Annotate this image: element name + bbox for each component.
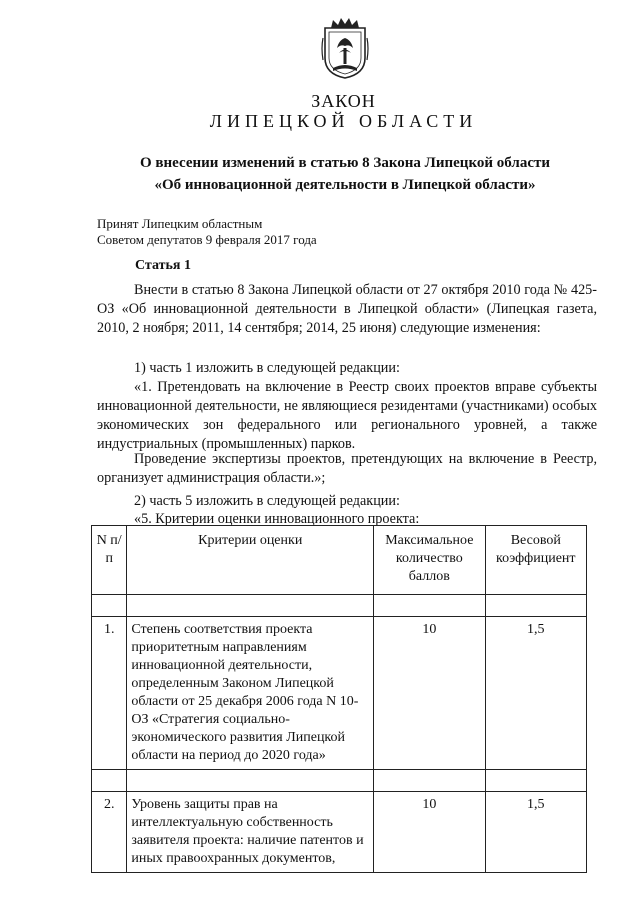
row-criteria: Уровень защиты прав на интеллектуальную собственность заявителя проекта: наличие патентов и иных правоохранных документов,	[127, 792, 374, 873]
row-weight: 1,5	[485, 617, 586, 770]
adoption-line2: Советом депутатов 9 февраля 2017 года	[97, 232, 317, 247]
law-title-line2: «Об инновационной деятельности в Липецкой области»	[154, 177, 536, 193]
item1-label: 1) часть 1 изложить в следующей редакции:	[134, 360, 400, 376]
table-row	[92, 617, 587, 770]
item1-text2: Проведение экспертизы проектов, претендующих на включение в Реестр, организует администрация области.»;	[97, 451, 597, 486]
header-criteria: Критерии оценки	[127, 526, 374, 595]
item1-text: «1. Претендовать на включение в Реестр своих проектов вправе субъекты инновационной деятельности, не являющиеся резидентами (участниками) особых экономических зон федерального или регионального уровней, а также индустриальных (промышленных) парков.	[97, 379, 597, 452]
header-n: N п/п	[92, 526, 127, 595]
row-number: 1.	[92, 617, 127, 770]
region-name: ЛИПЕЦКОЙ ОБЛАСТИ	[209, 111, 478, 131]
item2-text: «5. Критерии оценки инновационного проекта:	[134, 511, 420, 527]
header-max-points: Максимальное количество баллов	[374, 526, 485, 595]
row-max-points: 10	[374, 792, 485, 873]
row-criteria: Степень соответствия проекта приоритетным направлениям инновационной деятельности, определенным Законом Липецкой области от 25 декабря 2006 года N 10-ОЗ «Стратегия социально-экономического развития Липецкой области на период до 2020 года»	[127, 617, 374, 770]
coat-of-arms-emblem	[321, 18, 369, 80]
table-row	[92, 792, 587, 873]
article-heading: Статья 1	[135, 258, 191, 273]
table-spacer	[92, 770, 587, 792]
header-weight: Весовой коэффициент	[485, 526, 586, 595]
table-spacer	[92, 595, 587, 617]
row-weight: 1,5	[485, 792, 586, 873]
item2-label: 2) часть 5 изложить в следующей редакции:	[134, 493, 400, 509]
article-intro: Внести в статью 8 Закона Липецкой области от 27 октября 2010 года № 425-ОЗ «Об инновационной деятельности в Липецкой области» (Липецкая газета, 2010, 2 ноября; 2011, 14 сентября; 2014, 25 июня) следующие изменения:	[97, 282, 597, 336]
law-title-line1: О внесении изменений в статью 8 Закона Липецкой области	[140, 155, 550, 171]
row-number: 2.	[92, 792, 127, 873]
criteria-table	[91, 525, 587, 873]
adoption-line1: Принят Липецким областным	[97, 216, 263, 231]
law-word: ЗАКОН	[311, 91, 376, 111]
row-max-points: 10	[374, 617, 485, 770]
table-header-row	[92, 526, 587, 595]
